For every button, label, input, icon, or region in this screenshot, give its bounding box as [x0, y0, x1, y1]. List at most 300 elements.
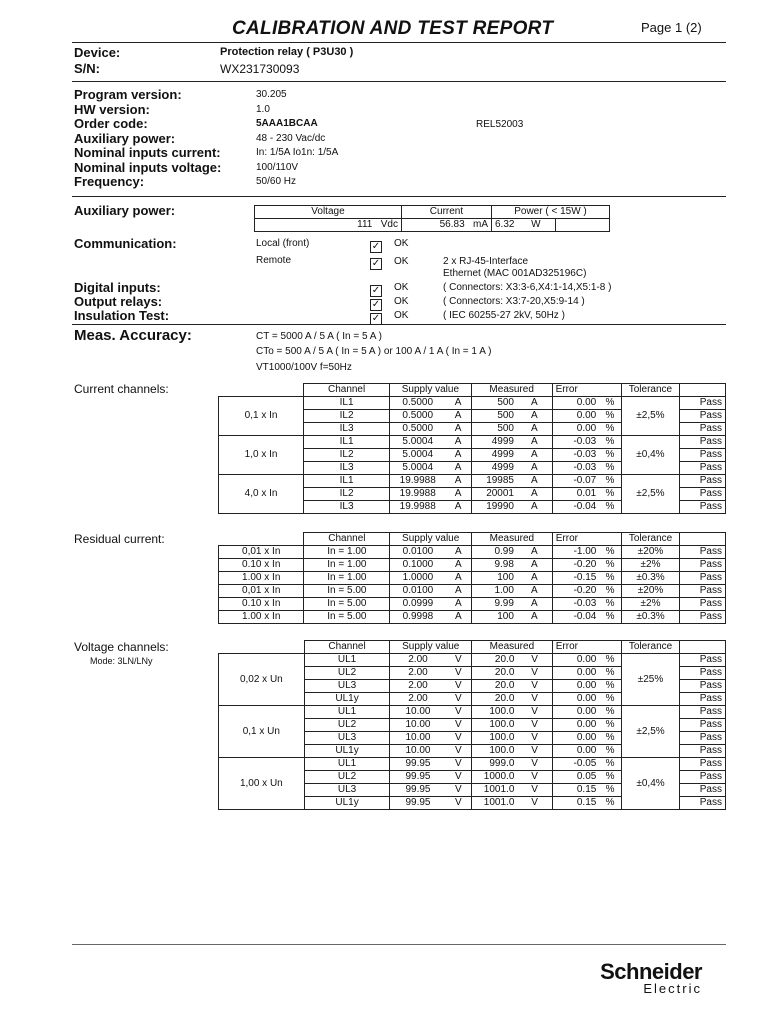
table-row	[219, 475, 726, 488]
error-unit-cell: %	[599, 397, 621, 410]
supply-value-cell: 1.0000	[390, 572, 446, 585]
supply-unit-cell: V	[446, 745, 472, 758]
channel-cell: UL3	[304, 784, 390, 797]
table-row	[219, 654, 726, 667]
divider	[72, 42, 726, 43]
measured-unit-cell: A	[517, 501, 552, 514]
check-icon: ✓	[371, 285, 381, 296]
measured-unit-cell: A	[517, 488, 552, 501]
supply-unit-cell: V	[446, 797, 472, 810]
tolerance-cell: ±2,5%	[621, 397, 679, 436]
hw-version-value: 1.0	[256, 103, 270, 115]
result-cell: Pass	[680, 436, 726, 449]
error-unit-cell: %	[599, 598, 621, 611]
measured-value-cell: 19990	[471, 501, 517, 514]
measured-value-cell: 500	[471, 423, 517, 436]
supply-unit-cell: A	[446, 585, 472, 598]
tolerance-cell: ±2%	[621, 559, 679, 572]
error-unit-cell: %	[599, 654, 621, 667]
program-version-value: 30.205	[256, 89, 287, 100]
divider	[72, 324, 726, 325]
result-cell: Pass	[680, 680, 726, 693]
checkbox-remote	[370, 253, 382, 271]
measured-value-cell: 999.0	[472, 758, 518, 771]
meas-vt-line: VT1000/100V f=50Hz	[256, 362, 352, 373]
check-icon: ✓	[371, 299, 381, 310]
supply-unit-cell: A	[446, 572, 472, 585]
ok-digital: OK	[394, 282, 409, 293]
measured-value-cell: 20.0	[472, 667, 518, 680]
aux-current-header: Current	[401, 206, 491, 219]
meas-accuracy-label: Meas. Accuracy:	[74, 327, 192, 344]
error-header: Error	[552, 533, 621, 546]
order-code-label: Order code:	[74, 116, 148, 131]
measured-value-cell: 500	[471, 410, 517, 423]
channel-cell: In = 1.00	[304, 546, 390, 559]
supply-value-cell: 19.9988	[390, 475, 446, 488]
measured-unit-cell: V	[517, 771, 552, 784]
error-value-cell: 0.15	[552, 797, 599, 810]
range-header	[219, 384, 304, 397]
result-cell: Pass	[680, 693, 726, 706]
measured-unit-cell: A	[517, 611, 552, 624]
channel-header: Channel	[304, 641, 390, 654]
device-label: Device:	[74, 45, 121, 60]
error-unit-cell: %	[599, 585, 621, 598]
relays-note: ( Connectors: X3:7-20,X5:9-14 )	[443, 296, 585, 307]
error-unit-cell: %	[599, 719, 621, 732]
measured-unit-cell: A	[517, 449, 552, 462]
error-value-cell: -0.03	[552, 449, 599, 462]
range-cell: 0,01 x In	[219, 546, 304, 559]
supply-unit-cell: V	[446, 732, 472, 745]
channel-cell: IL3	[304, 462, 390, 475]
error-value-cell: -0.03	[552, 462, 599, 475]
error-value-cell: 0.00	[552, 706, 599, 719]
divider	[72, 196, 726, 197]
error-value-cell: 0.00	[552, 423, 599, 436]
channel-cell: UL1	[304, 654, 390, 667]
error-value-cell: -0.03	[552, 598, 599, 611]
channel-cell: In = 5.00	[304, 611, 390, 624]
ok-local: OK	[394, 238, 409, 249]
error-unit-cell: %	[599, 488, 621, 501]
result-cell: Pass	[680, 667, 726, 680]
measured-value-cell: 500	[471, 397, 517, 410]
supply-unit-cell: A	[445, 449, 471, 462]
error-value-cell: -0.03	[552, 436, 599, 449]
measured-value-cell: 20.0	[472, 693, 518, 706]
result-cell: Pass	[680, 423, 726, 436]
measured-value-cell: 1000.0	[472, 771, 518, 784]
table-row	[219, 546, 726, 559]
result-cell: Pass	[680, 719, 726, 732]
info-block	[74, 87, 221, 189]
measured-unit-cell: V	[517, 797, 552, 810]
channel-header: Channel	[304, 384, 390, 397]
error-value-cell: -0.05	[552, 758, 599, 771]
error-unit-cell: %	[599, 758, 621, 771]
table-row	[219, 598, 726, 611]
range-cell: 1,00 x Un	[219, 758, 305, 810]
channel-cell: UL3	[304, 680, 390, 693]
channel-cell: IL1	[304, 397, 390, 410]
table-row	[219, 572, 726, 585]
nominal-current-value: In: 1/5A Io1n: 1/5A	[256, 147, 339, 158]
device-value: Protection relay ( P3U30 )	[220, 46, 354, 58]
nominal-current-label: Nominal inputs current:	[74, 145, 221, 160]
measured-value-cell: 100	[472, 572, 517, 585]
measured-unit-cell: V	[517, 706, 552, 719]
measured-value-cell: 9.98	[472, 559, 517, 572]
result-cell: Pass	[680, 745, 726, 758]
range-cell: 0,01 x In	[219, 585, 304, 598]
tolerance-cell: ±25%	[621, 654, 679, 706]
nominal-voltage-value: 100/110V	[256, 161, 299, 173]
error-unit-cell: %	[599, 436, 621, 449]
error-value-cell: -0.20	[552, 559, 599, 572]
supply-unit-cell: A	[446, 559, 472, 572]
measured-unit-cell: A	[517, 585, 552, 598]
supply-unit-cell: A	[446, 546, 472, 559]
voltage-channels-table	[218, 640, 726, 810]
aux-power-label: Auxiliary power:	[74, 130, 176, 146]
aux-empty-cell	[556, 219, 610, 232]
table-header	[219, 533, 726, 546]
supply-unit-cell: V	[446, 784, 472, 797]
measured-unit-cell: V	[517, 719, 552, 732]
insulation-label: Insulation Test:	[74, 308, 170, 323]
supply-value-cell: 10.00	[390, 706, 446, 719]
error-unit-cell: %	[599, 410, 621, 423]
channel-cell: UL1	[304, 706, 390, 719]
result-cell: Pass	[680, 546, 726, 559]
measured-value-cell: 4999	[471, 436, 517, 449]
table-row	[219, 436, 726, 449]
measured-value-cell: 1001.0	[472, 784, 518, 797]
range-cell: 0.10 x In	[219, 598, 304, 611]
error-unit-cell: %	[599, 572, 621, 585]
aux-voltage-cell	[255, 219, 402, 232]
supply-unit-cell: V	[446, 758, 472, 771]
supply-value-cell: 5.0004	[390, 462, 446, 475]
voltage-channels-label: Voltage channels:	[74, 640, 169, 654]
supply-value-cell: 0.5000	[390, 410, 446, 423]
error-value-cell: 0.00	[552, 680, 599, 693]
measured-header: Measured	[472, 641, 553, 654]
check-icon: ✓	[371, 241, 381, 252]
channel-cell: UL2	[304, 667, 390, 680]
error-header: Error	[552, 384, 621, 397]
residual-current-table	[218, 532, 726, 624]
error-value-cell: -0.20	[552, 585, 599, 598]
range-cell: 0,1 x Un	[219, 706, 305, 758]
comm-local-label: Local (front)	[256, 238, 310, 249]
aux-voltage-value: 111	[357, 219, 373, 230]
error-value-cell: 0.00	[552, 410, 599, 423]
measured-unit-cell: V	[517, 745, 552, 758]
measured-value-cell: 0.99	[472, 546, 517, 559]
channel-cell: IL1	[304, 475, 390, 488]
supply-unit-cell: A	[446, 598, 472, 611]
sn-value: WX231730093	[220, 62, 300, 76]
table-header	[219, 384, 726, 397]
supply-header: Supply value	[390, 533, 472, 546]
measured-value-cell: 4999	[471, 449, 517, 462]
range-cell: 0,02 x Un	[219, 654, 305, 706]
aux-power-table	[254, 205, 610, 232]
aux-voltage-unit: Vdc	[380, 219, 398, 230]
error-value-cell: 0.01	[552, 488, 599, 501]
current-channels-table	[218, 383, 726, 514]
error-unit-cell: %	[599, 423, 621, 436]
aux-power-header: Power ( < 15W )	[491, 206, 609, 219]
result-cell: Pass	[680, 572, 726, 585]
channel-cell: IL3	[304, 501, 390, 514]
measured-value-cell: 1001.0	[472, 797, 518, 810]
nominal-voltage-label: Nominal inputs voltage:	[74, 159, 222, 175]
measured-unit-cell: A	[517, 598, 552, 611]
supply-unit-cell: A	[445, 436, 471, 449]
result-cell: Pass	[680, 475, 726, 488]
measured-header: Measured	[471, 384, 552, 397]
error-unit-cell: %	[599, 797, 621, 810]
supply-value-cell: 2.00	[390, 667, 446, 680]
measured-value-cell: 100.0	[472, 732, 518, 745]
channel-cell: UL1y	[304, 797, 390, 810]
measured-value-cell: 100.0	[472, 719, 518, 732]
supply-value-cell: 0.9998	[390, 611, 446, 624]
digital-label: Digital inputs:	[74, 280, 161, 295]
measured-unit-cell: V	[517, 654, 552, 667]
error-unit-cell: %	[599, 559, 621, 572]
channel-header: Channel	[304, 533, 390, 546]
table-row	[219, 706, 726, 719]
aux-current-value: 56.83	[439, 219, 465, 230]
result-cell: Pass	[680, 758, 726, 771]
range-cell: 1.00 x In	[219, 611, 304, 624]
error-unit-cell: %	[599, 680, 621, 693]
result-cell: Pass	[680, 706, 726, 719]
measured-unit-cell: V	[517, 784, 552, 797]
supply-value-cell: 10.00	[390, 732, 446, 745]
error-unit-cell: %	[599, 667, 621, 680]
channel-cell: In = 1.00	[304, 572, 390, 585]
measured-unit-cell: A	[517, 423, 552, 436]
range-header	[219, 641, 305, 654]
tolerance-header: Tolerance	[621, 533, 679, 546]
brand-name: Schneider	[600, 959, 702, 984]
supply-value-cell: 0.5000	[390, 423, 446, 436]
error-value-cell: -1.00	[552, 546, 599, 559]
aux-power-value: 6.32	[494, 219, 515, 230]
supply-value-cell: 99.95	[390, 758, 446, 771]
error-value-cell: 0.00	[552, 654, 599, 667]
aux-label: Auxiliary power:	[74, 203, 176, 218]
order-code-value: 5AAA1BCAA	[256, 118, 318, 129]
supply-unit-cell: V	[446, 706, 472, 719]
measured-value-cell: 20.0	[472, 654, 518, 667]
table-row	[219, 397, 726, 410]
ok-insulation: OK	[394, 310, 409, 321]
result-cell: Pass	[680, 462, 726, 475]
error-value-cell: 0.15	[552, 784, 599, 797]
supply-value-cell: 99.95	[390, 771, 446, 784]
supply-unit-cell: A	[445, 423, 471, 436]
error-unit-cell: %	[599, 611, 621, 624]
supply-unit-cell: A	[445, 475, 471, 488]
tolerance-header: Tolerance	[621, 641, 679, 654]
supply-unit-cell: V	[446, 680, 472, 693]
range-cell: 1.00 x In	[219, 572, 304, 585]
meas-ct-line: CT = 5000 A / 5 A ( In = 5 A )	[256, 331, 383, 342]
error-value-cell: 0.00	[552, 732, 599, 745]
error-value-cell: 0.05	[552, 771, 599, 784]
insulation-note: ( IEC 60255-27 2kV, 50Hz )	[443, 310, 565, 321]
measured-header: Measured	[472, 533, 553, 546]
error-value-cell: 0.00	[552, 667, 599, 680]
supply-value-cell: 0.5000	[390, 397, 446, 410]
supply-value-cell: 10.00	[390, 719, 446, 732]
footer-divider	[72, 944, 726, 945]
hw-version-label: HW version:	[74, 101, 150, 117]
error-unit-cell: %	[599, 784, 621, 797]
table-row	[219, 611, 726, 624]
measured-unit-cell: A	[517, 410, 552, 423]
supply-value-cell: 0.1000	[390, 559, 446, 572]
supply-value-cell: 2.00	[390, 693, 446, 706]
aux-power-value: 48 - 230 Vac/dc	[256, 132, 326, 144]
range-cell: 0.10 x In	[219, 559, 304, 572]
error-unit-cell: %	[599, 462, 621, 475]
order-reference: REL52003	[476, 119, 524, 130]
error-value-cell: 0.00	[552, 719, 599, 732]
check-icon: ✓	[371, 313, 381, 324]
result-cell: Pass	[680, 397, 726, 410]
result-cell: Pass	[680, 598, 726, 611]
range-cell: 1,0 x In	[219, 436, 304, 475]
range-cell: 0,1 x In	[219, 397, 304, 436]
report-title: CALIBRATION AND TEST REPORT	[232, 18, 554, 39]
remote-note-1: 2 x RJ-45-Interface	[443, 256, 529, 267]
measured-value-cell: 9.99	[472, 598, 517, 611]
remote-note-2: Ethernet (MAC 001AD325196C)	[443, 268, 587, 279]
tolerance-cell: ±20%	[621, 546, 679, 559]
channel-cell: In = 5.00	[304, 598, 390, 611]
error-header: Error	[552, 641, 621, 654]
supply-unit-cell: A	[445, 410, 471, 423]
tolerance-header: Tolerance	[621, 384, 679, 397]
error-value-cell: -0.15	[552, 572, 599, 585]
tolerance-cell: ±0.3%	[621, 611, 679, 624]
channel-cell: UL2	[304, 719, 390, 732]
supply-value-cell: 5.0004	[390, 449, 446, 462]
table-row	[219, 559, 726, 572]
check-icon: ✓	[371, 258, 381, 269]
result-cell: Pass	[680, 771, 726, 784]
supply-value-cell: 2.00	[390, 680, 446, 693]
channel-cell: UL1	[304, 758, 390, 771]
supply-value-cell: 10.00	[390, 745, 446, 758]
error-value-cell: -0.07	[552, 475, 599, 488]
measured-unit-cell: V	[517, 667, 552, 680]
result-cell: Pass	[680, 797, 726, 810]
result-cell: Pass	[680, 449, 726, 462]
error-value-cell: -0.04	[552, 501, 599, 514]
table-row	[219, 585, 726, 598]
tolerance-cell: ±0,4%	[621, 758, 679, 810]
error-value-cell: 0.00	[552, 693, 599, 706]
result-cell: Pass	[680, 585, 726, 598]
measured-value-cell: 4999	[471, 462, 517, 475]
range-header	[219, 533, 304, 546]
channel-cell: In = 1.00	[304, 559, 390, 572]
channel-cell: IL1	[304, 436, 390, 449]
channel-cell: IL3	[304, 423, 390, 436]
supply-unit-cell: V	[446, 771, 472, 784]
supply-value-cell: 19.9988	[390, 501, 446, 514]
error-unit-cell: %	[599, 706, 621, 719]
result-cell: Pass	[680, 732, 726, 745]
measured-value-cell: 100.0	[472, 706, 518, 719]
relays-label: Output relays:	[74, 294, 163, 309]
checkbox-local	[370, 236, 382, 254]
table-header	[219, 641, 726, 654]
supply-unit-cell: A	[446, 611, 472, 624]
supply-unit-cell: V	[446, 667, 472, 680]
error-unit-cell: %	[599, 732, 621, 745]
error-unit-cell: %	[599, 449, 621, 462]
result-cell: Pass	[680, 488, 726, 501]
supply-value-cell: 99.95	[390, 797, 446, 810]
measured-value-cell: 20.0	[472, 680, 518, 693]
error-value-cell: -0.04	[552, 611, 599, 624]
channel-cell: UL3	[304, 732, 390, 745]
measured-unit-cell: A	[517, 546, 552, 559]
brand-sub: Electric	[643, 981, 702, 996]
comm-label: Communication:	[74, 236, 177, 251]
aux-power-unit: W	[531, 219, 541, 230]
measured-unit-cell: A	[517, 572, 552, 585]
residual-current-label: Residual current:	[74, 532, 165, 546]
result-cell: Pass	[680, 410, 726, 423]
channel-cell: UL1y	[304, 745, 390, 758]
divider	[72, 81, 726, 82]
ok-relays: OK	[394, 296, 409, 307]
supply-unit-cell: V	[446, 719, 472, 732]
error-unit-cell: %	[599, 475, 621, 488]
supply-value-cell: 99.95	[390, 784, 446, 797]
supply-value-cell: 0.0999	[390, 598, 446, 611]
measured-unit-cell: A	[517, 475, 552, 488]
aux-power-cell	[491, 219, 555, 232]
table-row	[219, 758, 726, 771]
supply-value-cell: 19.9988	[390, 488, 446, 501]
tolerance-cell: ±2,5%	[621, 475, 679, 514]
supply-unit-cell: A	[445, 501, 471, 514]
aux-current-cell	[401, 219, 491, 232]
measured-unit-cell: V	[517, 732, 552, 745]
supply-header: Supply value	[390, 384, 472, 397]
digital-note: ( Connectors: X3:3-6,X4:1-14,X5:1-8 )	[443, 282, 612, 293]
supply-value-cell: 5.0004	[390, 436, 446, 449]
error-unit-cell: %	[599, 771, 621, 784]
measured-value-cell: 1.00	[472, 585, 517, 598]
supply-unit-cell: V	[446, 693, 472, 706]
info-values	[256, 89, 338, 191]
range-cell: 4,0 x In	[219, 475, 304, 514]
voltage-mode: Mode: 3LN/LNy	[90, 656, 153, 666]
